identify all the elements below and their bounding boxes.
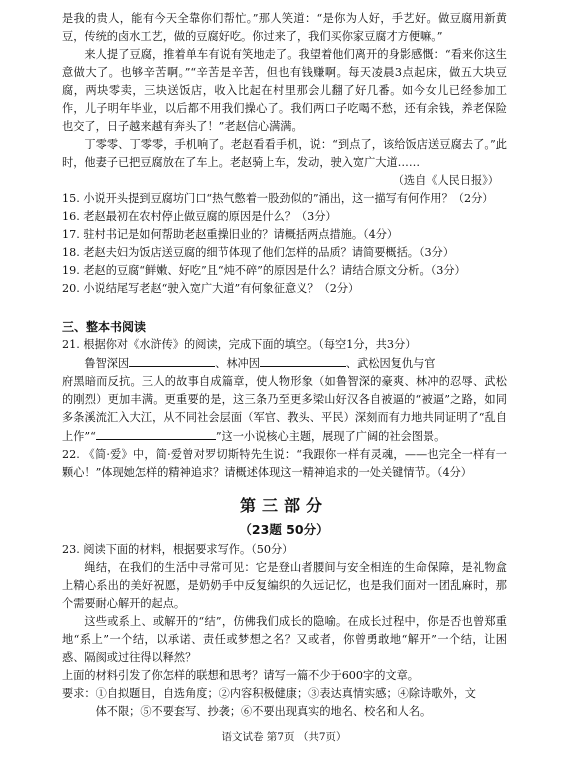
q21-body-text: 府黑暗而反抗。三人的故事自成篇章，使人物形象（如鲁智深的豪爽、林冲的忍辱、武松的刚烈）更加丰满。更重要的是，这三条乃至更多梁山好汉各自被逼的“被逼”之路，如同多条溪流汇入大江，从不同社会层面（军官、教头、平民）深刻而有力地共同证明了“乱自上作”“ xyxy=(62,375,507,443)
story-paragraph-1: 是我的贵人，能有今天全靠你们帮忙。”那人笑道：“是你为人好，手艺好。做豆腐用新黄豆，传统的卤水工艺，做的豆腐好吃。你过来了，我们买你家豆腐才方便嘛。” xyxy=(62,12,507,43)
part-three-subtitle: （23题 50分） xyxy=(239,522,329,537)
section-heading: 三、整本书阅读 xyxy=(62,320,147,334)
part-three-title: 第三部分 xyxy=(239,496,328,515)
question-21-body xyxy=(62,373,507,446)
requirements-line-1: 要求：①自拟题目，自选角度；②内容积极健康；③表达真情实感；④除诗歌外，文 xyxy=(62,687,476,700)
answer-blank-1[interactable] xyxy=(129,354,215,367)
story-paragraph-3: 丁零零、丁零零，手机响了。老赵看看手机，说：“到点了，该给饭店送豆腐去了。”此时，他妻子已把豆腐放在了车上。老赵骑上车，发动，驶入宽广大道…… xyxy=(62,138,507,169)
q21-text-a: 鲁智深因 xyxy=(84,357,130,370)
question-22: 22. 《简·爱》中，简·爱曾对罗切斯特先生说：“我跟你一样有灵魂，——也完全一样有一颗心！”体现她怎样的精神追求？请概述体现这一精神追求的一处关键情节。（4分） xyxy=(62,448,507,479)
question-15: 15. 小说开头提到豆腐坊门口“热气憋着一股劲似的”涌出，这一描写有何作用？（2分） xyxy=(62,192,494,205)
question-20: 20. 小说结尾写老赵“驶入宽广大道”有何象征意义？（2分） xyxy=(62,282,360,295)
writing-task xyxy=(62,541,507,721)
writing-prompt: 上面的材料引发了你怎样的联想和思考？请写一篇不少于600字的文章。 xyxy=(62,669,419,682)
page-footer: 语文试卷 第7页 （共7页） xyxy=(221,731,347,743)
question-17: 17. 驻村书记是如何帮助老赵重操旧业的？请概括两点措施。（4分） xyxy=(62,228,399,241)
question-19: 19. 老赵的豆腐“鲜嫩、好吃”且“炖不碎”的原因是什么？请结合原文分析。（3分） xyxy=(62,264,466,277)
answer-blank-2[interactable] xyxy=(260,354,346,367)
q21-body-end: ”这一小说核心主题，展现了广阔的社会图景。 xyxy=(215,430,446,443)
section-whole-book-reading xyxy=(62,318,507,482)
q21-text-c: 、武松因复仇与官 xyxy=(345,357,436,370)
question-list xyxy=(62,190,507,298)
material-paragraph-1: 绳结，在我们的生活中寻常可见：它是登山者腰间与安全相连的生命保障，是礼物盒上精心系出的美好祝愿，是奶奶手中反复编织的久远记忆，也是我们面对一团乱麻时，那个需要耐心解开的起点。 xyxy=(62,561,507,610)
story-excerpt xyxy=(62,10,507,190)
answer-blank-3[interactable] xyxy=(96,427,216,440)
story-paragraph-2: 来人提了豆腐，推着单车有说有笑地走了。我望着他们离开的身影感慨：“看来你这生意做大了。也够辛苦啊。”“辛苦是辛苦，但也有钱赚啊。每天凌晨3点起床，做五大块豆腐，两块零卖，三块送饭店，收入比起在村里那会儿翻了好几番。如今女儿已经参加工作，儿子明年毕业，以后都不用我们操心了。我们两口子吃喝不愁，还有余钱，养老保险也交了，日子越来越有奔头了！”老赵信心满满。 xyxy=(62,48,507,133)
question-21-stem: 21. 根据你对《水浒传》的阅读，完成下面的填空。（每空1分，共3分） xyxy=(62,338,417,351)
question-21-line-1 xyxy=(62,354,507,373)
question-18: 18. 老赵夫妇为饭店送豆腐的细节体现了他们怎样的品质？请简要概括。（3分） xyxy=(62,246,455,259)
material-paragraph-2: 这些或系上、或解开的“结”，仿佛我们成长的隐喻。在成长过程中，你是否也曾郑重地“系上”一个结，以承诺、责任或梦想之名？又或者，你曾勇敢地“解开”一个结，让困惑、隔阂或过往得以释然？ xyxy=(62,615,507,664)
question-23-stem: 23. 阅读下面的材料，根据要求写作。（50分） xyxy=(62,543,294,556)
question-16: 16. 老赵最初在农村停止做豆腐的原因是什么？（3分） xyxy=(62,210,337,223)
requirements-line-2: 体不限；⑤不要套写、抄袭；⑥不要出现真实的地名、校名和人名。 xyxy=(95,705,432,718)
q21-text-b: 、林冲因 xyxy=(215,357,260,370)
story-source: （选自《人民日报》） xyxy=(392,174,499,187)
